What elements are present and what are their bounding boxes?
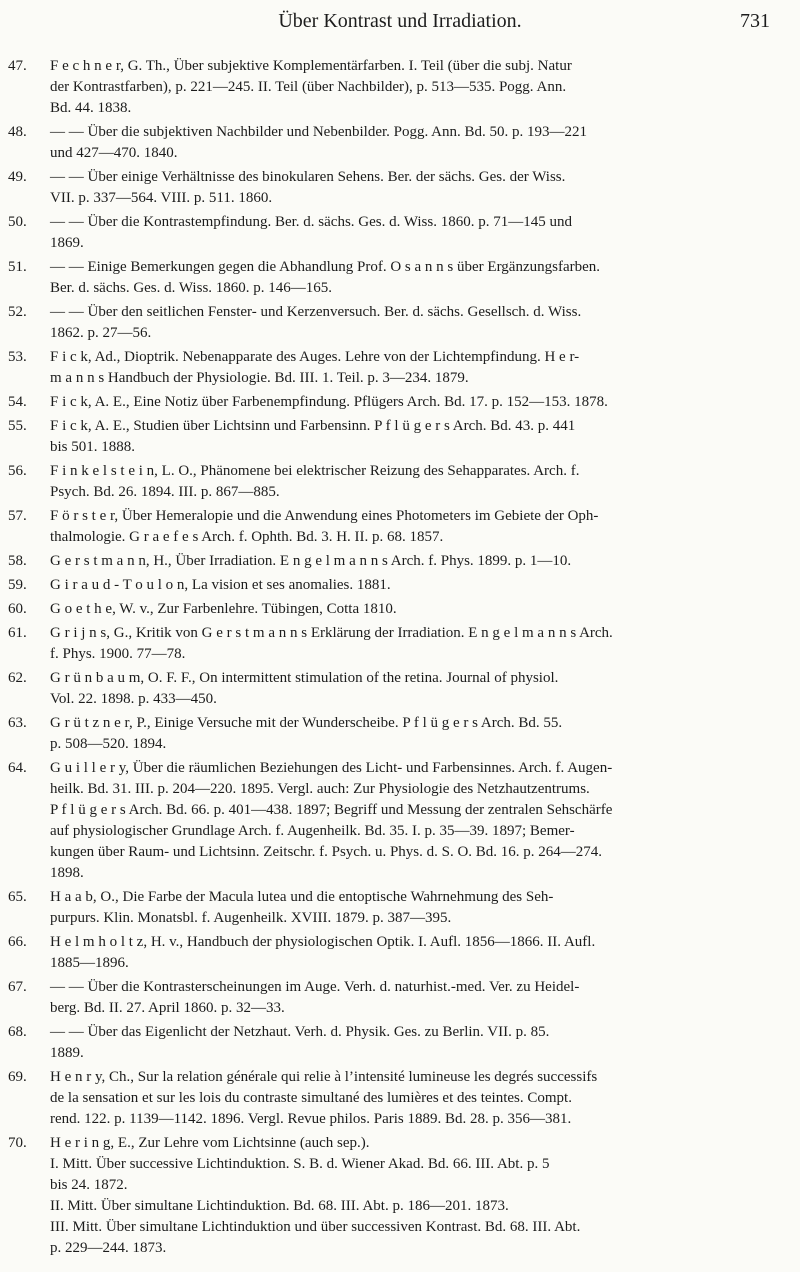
reference-number: 58. <box>8 553 27 569</box>
reference-line: Bd. 44. 1838. <box>50 100 132 116</box>
reference-line: P f l ü g e r s Arch. Bd. 66. p. 401—438. 1897; Begriff und Messung der zentralen Sehschärfe <box>50 802 613 818</box>
reference-line: Psych. Bd. 26. 1894. III. p. 867—885. <box>50 484 280 500</box>
reference-number: 66. <box>8 934 27 950</box>
reference-entry <box>8 668 780 710</box>
reference-entry <box>8 257 780 299</box>
reference-entry <box>8 212 780 254</box>
reference-line: VII. p. 337—564. VIII. p. 511. 1860. <box>50 190 273 206</box>
reference-line: rend. 122. p. 1139—1142. 1896. Vergl. Revue philos. Paris 1889. Bd. 28. p. 356—381. <box>50 1111 572 1127</box>
reference-number: 55. <box>8 418 27 434</box>
reference-list <box>8 56 780 1262</box>
reference-line: — — Über die Kontrastempfindung. Ber. d. sächs. Ges. d. Wiss. 1860. p. 71—145 und <box>50 214 572 230</box>
reference-entry <box>8 932 780 974</box>
reference-line: m a n n s Handbuch der Physiologie. Bd. III. 1. Teil. p. 3—234. 1879. <box>50 370 469 386</box>
reference-entry <box>8 758 780 884</box>
reference-number: 59. <box>8 577 27 593</box>
reference-number: 65. <box>8 889 27 905</box>
reference-number: 52. <box>8 304 27 320</box>
reference-line: F i c k, Ad., Dioptrik. Nebenapparate des Auges. Lehre von der Lichtempfindung. H e r- <box>50 349 580 365</box>
reference-number: 70. <box>8 1135 27 1151</box>
reference-number: 60. <box>8 601 27 617</box>
reference-line: F i n k e l s t e i n, L. O., Phänomene bei elektrischer Reizung des Sehapparates. Arch. f. <box>50 463 580 479</box>
reference-number: 54. <box>8 394 27 410</box>
reference-line: — — Über die Kontrasterscheinungen im Auge. Verh. d. naturhist.-med. Ver. zu Heidel- <box>50 979 580 995</box>
reference-entry <box>8 887 780 929</box>
reference-number: 62. <box>8 670 27 686</box>
reference-entry <box>8 713 780 755</box>
reference-line: F i c k, A. E., Studien über Lichtsinn und Farbensinn. P f l ü g e r s Arch. Bd. 43. p. 441 <box>50 418 576 434</box>
reference-line: auf physiologischer Grundlage Arch. f. Augenheilk. Bd. 35. I. p. 35—39. 1897; Bemer- <box>50 823 575 839</box>
reference-entry <box>8 122 780 164</box>
reference-entry <box>8 551 780 572</box>
reference-line: H a a b, O., Die Farbe der Macula lutea und die entoptische Wahrnehmung des Seh- <box>50 889 554 905</box>
reference-number: 61. <box>8 625 27 641</box>
reference-line: — — Einige Bemerkungen gegen die Abhandlung Prof. O s a n n s über Ergänzungsfarben. <box>50 259 601 275</box>
reference-line: — — Über den seitlichen Fenster- und Kerzenversuch. Ber. d. sächs. Gesellsch. d. Wiss. <box>50 304 582 320</box>
reference-line: bis 24. 1872. <box>50 1177 128 1193</box>
reference-line: F ö r s t e r, Über Hemeralopie und die Anwendung eines Photometers im Gebiete der Oph- <box>50 508 599 524</box>
reference-line: f. Phys. 1900. 77—78. <box>50 646 186 662</box>
reference-line: p. 229—244. 1873. <box>50 1240 167 1256</box>
page-header <box>30 10 770 44</box>
reference-line: Vol. 22. 1898. p. 433—450. <box>50 691 217 707</box>
reference-line: G i r a u d - T o u l o n, La vision et ses anomalies. 1881. <box>50 577 391 593</box>
reference-number: 51. <box>8 259 27 275</box>
reference-line: und 427—470. 1840. <box>50 145 178 161</box>
reference-line: berg. Bd. II. 27. April 1860. p. 32—33. <box>50 1000 285 1016</box>
reference-number: 56. <box>8 463 27 479</box>
reference-entry <box>8 1022 780 1064</box>
reference-entry <box>8 347 780 389</box>
reference-number: 63. <box>8 715 27 731</box>
reference-line: bis 501. 1888. <box>50 439 136 455</box>
reference-entry <box>8 167 780 209</box>
reference-line: heilk. Bd. 31. III. p. 204—220. 1895. Vergl. auch: Zur Physiologie des Netzhautzentrums. <box>50 781 590 797</box>
reference-entry <box>8 56 780 119</box>
running-title: Über Kontrast und Irradiation. <box>278 10 522 32</box>
reference-line: 1862. p. 27—56. <box>50 325 152 341</box>
reference-line: de la sensation et sur les lois du contraste simultané des lumières et des teintes. Compt. <box>50 1090 572 1106</box>
reference-line: 1889. <box>50 1045 84 1061</box>
reference-line: II. Mitt. Über simultane Lichtinduktion. Bd. 68. III. Abt. p. 186—201. 1873. <box>50 1198 509 1214</box>
reference-entry <box>8 416 780 458</box>
reference-line: kungen über Raum- und Lichtsinn. Zeitschr. f. Psych. u. Phys. d. S. O. Bd. 16. p. 264—274. <box>50 844 603 860</box>
reference-line: G e r s t m a n n, H., Über Irradiation. E n g e l m a n n s Arch. f. Phys. 1899. p. 1—10. <box>50 553 572 569</box>
reference-line: p. 508—520. 1894. <box>50 736 167 752</box>
reference-line: F i c k, A. E., Eine Notiz über Farbenempfindung. Pflügers Arch. Bd. 17. p. 152—153. 1878. <box>50 394 608 410</box>
reference-entry <box>8 392 780 413</box>
reference-line: H e l m h o l t z, H. v., Handbuch der physiologischen Optik. I. Aufl. 1856—1866. II. Aufl. <box>50 934 596 950</box>
page-number: 731 <box>740 10 770 32</box>
reference-entry <box>8 1067 780 1130</box>
reference-line: G o e t h e, W. v., Zur Farbenlehre. Tübingen, Cotta 1810. <box>50 601 397 617</box>
reference-line: der Kontrastfarben), p. 221—245. II. Teil (über Nachbilder), p. 513—535. Pogg. Ann. <box>50 79 567 95</box>
reference-line: thalmologie. G r a e f e s Arch. f. Ophth. Bd. 3. H. II. p. 68. 1857. <box>50 529 444 545</box>
reference-line: 1885—1896. <box>50 955 129 971</box>
reference-number: 53. <box>8 349 27 365</box>
reference-line: G u i l l e r y, Über die räumlichen Beziehungen des Licht- und Farbensinnes. Arch. f. Augen- <box>50 760 613 776</box>
reference-line: — — Über einige Verhältnisse des binokularen Sehens. Ber. der sächs. Ges. der Wiss. <box>50 169 566 185</box>
reference-entry <box>8 599 780 620</box>
reference-number: 49. <box>8 169 27 185</box>
reference-line: H e n r y, Ch., Sur la relation générale qui relie à l’intensité lumineuse les degrés successifs <box>50 1069 598 1085</box>
reference-number: 47. <box>8 58 27 74</box>
reference-entry <box>8 1133 780 1259</box>
reference-line: G r i j n s, G., Kritik von G e r s t m a n n s Erklärung der Irradiation. E n g e l m a n n s Arch. <box>50 625 613 641</box>
reference-number: 50. <box>8 214 27 230</box>
reference-number: 48. <box>8 124 27 140</box>
reference-number: 64. <box>8 760 27 776</box>
reference-line: III. Mitt. Über simultane Lichtinduktion und über successiven Kontrast. Bd. 68. III. Abt. <box>50 1219 581 1235</box>
reference-line: 1869. <box>50 235 84 251</box>
reference-line: 1898. <box>50 865 84 881</box>
reference-line: G r ü n b a u m, O. F. F., On intermittent stimulation of the retina. Journal of physiol. <box>50 670 559 686</box>
reference-entry <box>8 977 780 1019</box>
reference-number: 67. <box>8 979 27 995</box>
reference-entry <box>8 461 780 503</box>
reference-line: Ber. d. sächs. Ges. d. Wiss. 1860. p. 146—165. <box>50 280 333 296</box>
reference-line: — — Über das Eigenlicht der Netzhaut. Verh. d. Physik. Ges. zu Berlin. VII. p. 85. <box>50 1024 550 1040</box>
reference-number: 69. <box>8 1069 27 1085</box>
reference-line: purpurs. Klin. Monatsbl. f. Augenheilk. XVIII. 1879. p. 387—395. <box>50 910 452 926</box>
reference-line: G r ü t z n e r, P., Einige Versuche mit der Wunderscheibe. P f l ü g e r s Arch. Bd. 55. <box>50 715 563 731</box>
reference-line: F e c h n e r, G. Th., Über subjektive Komplementärfarben. I. Teil (über die subj. Natur <box>50 58 572 74</box>
reference-line: — — Über die subjektiven Nachbilder und Nebenbilder. Pogg. Ann. Bd. 50. p. 193—221 <box>50 124 588 140</box>
reference-number: 68. <box>8 1024 27 1040</box>
reference-entry <box>8 506 780 548</box>
reference-entry <box>8 623 780 665</box>
reference-line: I. Mitt. Über successive Lichtinduktion. S. B. d. Wiener Akad. Bd. 66. III. Abt. p. 5 <box>50 1156 550 1172</box>
reference-entry <box>8 302 780 344</box>
reference-entry <box>8 575 780 596</box>
reference-line: H e r i n g, E., Zur Lehre vom Lichtsinne (auch sep.). <box>50 1135 370 1151</box>
reference-number: 57. <box>8 508 27 524</box>
